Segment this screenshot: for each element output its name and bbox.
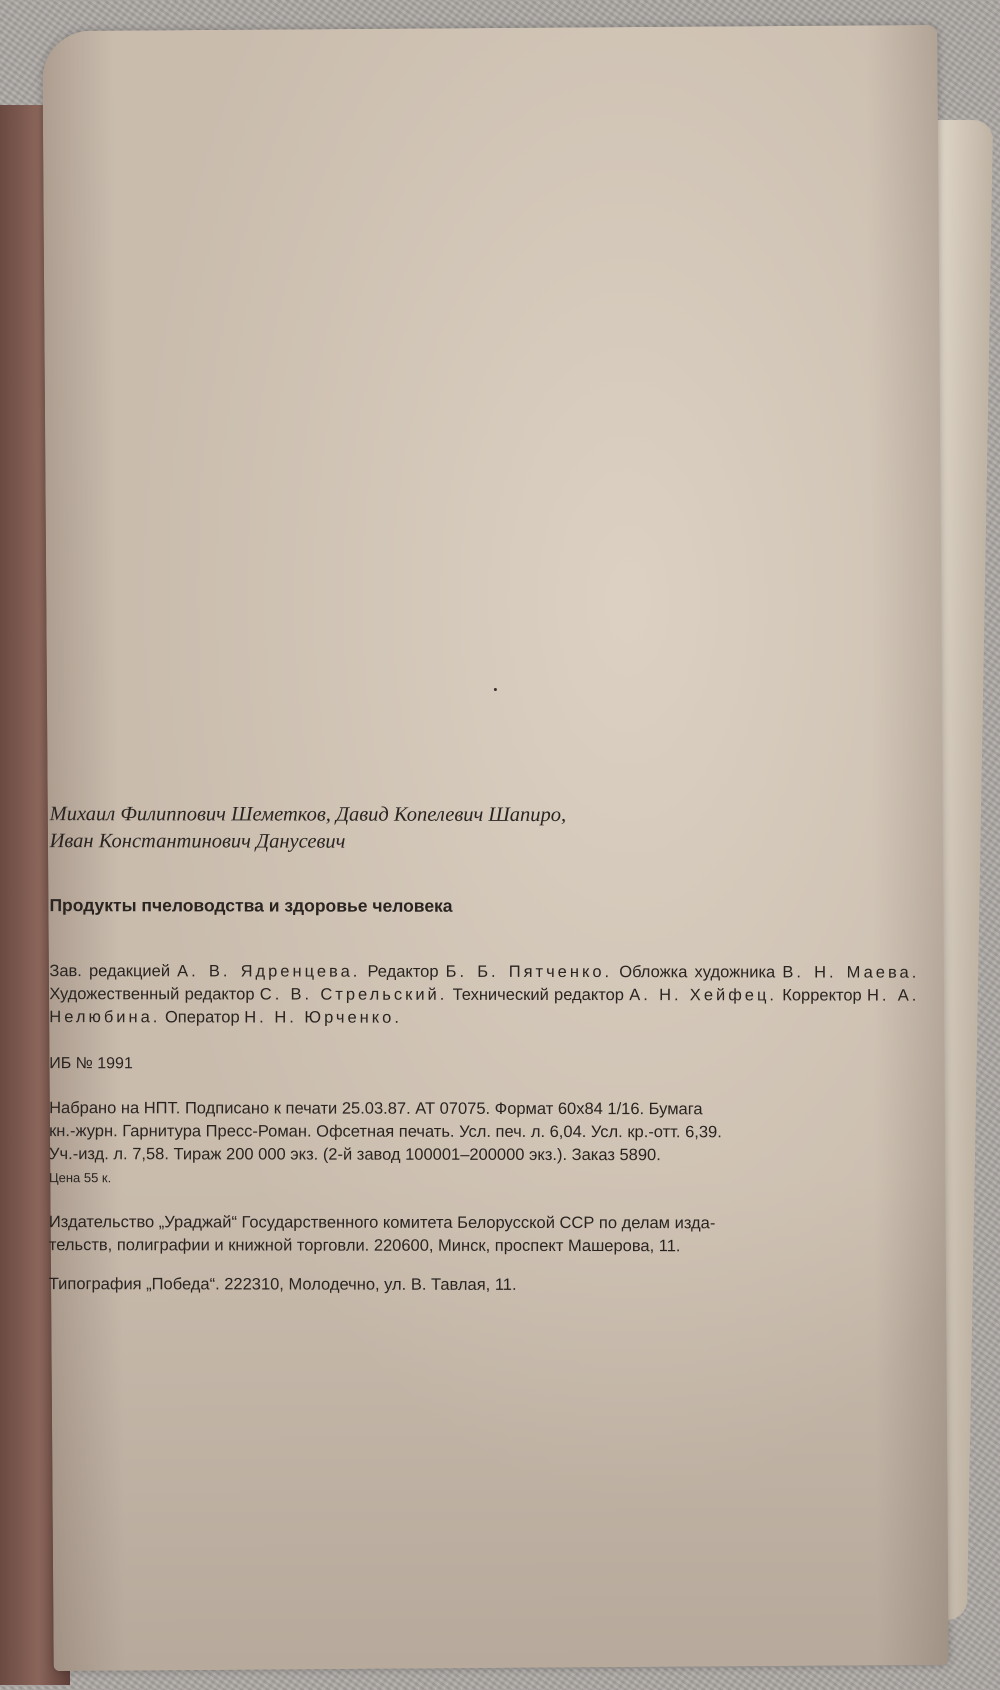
imprint-details: [49, 1097, 919, 1191]
imprint-line: Уч.-изд. л. 7,58. Тираж 200 000 экз. (2-й завод 100001–200000 экз.). Заказ 5890.: [49, 1145, 661, 1165]
imprint-line: кн.-журн. Гарнитура Пресс-Роман. Офсетная печать. Усл. печ. л. 6,04. Усл. кр.-отт. 6,39.: [49, 1122, 722, 1142]
imprint-line: Набрано на НПТ. Подписано к печати 25.03.87. АТ 07075. Формат 60x84 1/16. Бумага: [49, 1099, 703, 1119]
authors: [50, 801, 920, 857]
publisher-line: тельств, полиграфии и книжной торговли. 220600, Минск, проспект Машерова, 11.: [48, 1236, 681, 1256]
staff-name: Б. Б. Пятченко.: [445, 962, 613, 982]
staff-role: Редактор: [367, 962, 439, 981]
staff-name: Н. А. Нелюбина.: [49, 986, 920, 1027]
staff-name: А. Н. Хейфец.: [629, 986, 778, 1005]
book-page: [42, 25, 948, 1671]
printing-house: Типография „Победа“. 222310, Молодечно, ул. В. Тавлая, 11.: [48, 1275, 517, 1294]
authors-line: Михаил Филиппович Шеметков, Давид Копелевич Шапиро,: [49, 803, 567, 827]
staff-name: Н. Н. Юрченко.: [244, 1008, 402, 1027]
staff-role: Корректор: [782, 986, 862, 1005]
page-mark-dot: [494, 688, 497, 691]
staff-role: Обложка художника: [619, 963, 776, 982]
publisher-line: Издательство „Ураджай“ Государственного комитета Белорусской ССР по делам изда-: [48, 1213, 716, 1233]
ib-number: ИБ № 1991: [49, 1055, 133, 1073]
staff-role: Художественный редактор: [49, 985, 255, 1004]
staff-role: Технический редактор: [452, 985, 625, 1005]
authors-line: Иван Константинович Данусевич: [49, 830, 346, 853]
editorial-staff: [49, 960, 919, 1031]
staff-name: В. Н. Маева.: [782, 963, 920, 982]
price: Цена 55 к.: [48, 1170, 112, 1186]
colophon: [49, 801, 920, 1296]
staff-name: А. В. Ядренцева.: [177, 962, 361, 981]
publisher: [49, 1211, 919, 1259]
book-title: Продукты пчеловодства и здоровье человека: [49, 895, 453, 916]
staff-name: С. В. Стрельский.: [259, 985, 448, 1004]
staff-role: Оператор: [164, 1008, 240, 1027]
staff-role: Зав. редакцией: [49, 962, 171, 981]
